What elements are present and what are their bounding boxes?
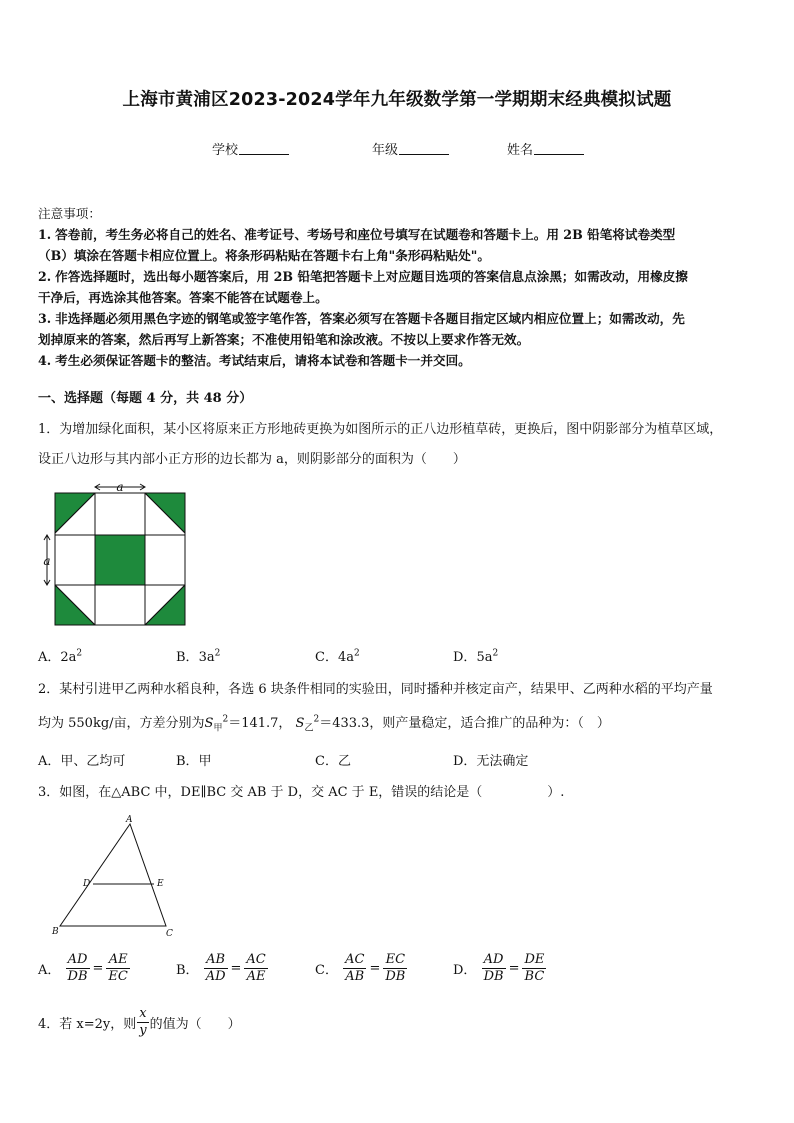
notes-block: [38, 203, 760, 371]
fraction: [343, 952, 366, 985]
notes-heading: 注意事项：: [38, 206, 101, 221]
label-c: C: [166, 929, 173, 939]
option-exp: 2: [214, 648, 221, 659]
label-a: A: [126, 815, 133, 825]
denominator: DB: [67, 969, 88, 984]
option-exp: 2: [353, 648, 360, 659]
fraction: [106, 952, 129, 985]
variance-exp: 2: [222, 714, 229, 725]
note-num: 1.: [38, 227, 52, 242]
q1-option-c[interactable]: [315, 646, 360, 665]
denominator: y: [139, 1023, 147, 1038]
variance-sub: 甲: [213, 723, 223, 734]
option-letter: C．: [315, 650, 338, 665]
denominator: DB: [385, 969, 406, 984]
variance-value: ＝433.3，则产量稳定，适合推广的品种为：（ ）: [319, 716, 610, 731]
option-base: 3a: [198, 650, 215, 665]
option-letter: D．: [453, 650, 477, 665]
q2-option-b[interactable]: B．甲: [176, 754, 212, 769]
q1-option-b[interactable]: [176, 646, 220, 665]
q3-option-c[interactable]: [315, 952, 408, 985]
equals-sign: =: [230, 961, 242, 976]
q3-option-b[interactable]: [176, 952, 269, 985]
section-1-heading: [38, 387, 252, 406]
note-text: 非选择题必须用黑色字迹的钢笔或签字笔作答，答案必须写在答题卡各题目指定区域内相应位置上；如需改动，先: [55, 311, 685, 326]
numerator: AC: [345, 952, 365, 967]
fraction: [204, 952, 228, 985]
q2-option-a[interactable]: A．甲、乙均可: [38, 754, 126, 769]
option-exp: 2: [492, 648, 499, 659]
fig-label-left: a: [43, 554, 51, 568]
grade-label: 年级: [372, 143, 399, 158]
note-text: 作答选择题时，选出每小题答案后，用 2B 铅笔把答题卡上对应题目选项的答案信息点涂黑；如需改动，用橡皮擦: [55, 269, 688, 284]
school-label: 学校: [212, 143, 239, 158]
q3-line-1: 3．如图，在△ABC 中，DE∥BC 交 AB 于 D，交 AC 于 E，错误的结论是（ ）.: [38, 785, 565, 800]
q3-option-a[interactable]: [38, 952, 131, 985]
q1-option-d[interactable]: [453, 646, 498, 665]
numerator: AD: [482, 952, 506, 969]
q4-text: 4．若 x=2y，则: [38, 1017, 137, 1032]
option-letter: D．: [453, 963, 477, 978]
option-letter: B．: [176, 650, 199, 665]
grade-blank[interactable]: [399, 142, 449, 155]
option-letter: A．: [38, 963, 61, 978]
triangle-abc: [60, 824, 166, 926]
numerator: AB: [204, 952, 228, 969]
note-num: 4.: [38, 353, 52, 368]
q2-option-d[interactable]: D．无法确定: [453, 754, 529, 769]
note-item-1: [38, 224, 760, 245]
name-field: [507, 139, 584, 158]
denominator: AE: [246, 969, 266, 984]
section-label: 一、选择题: [38, 391, 104, 406]
note-item-2: [38, 266, 760, 287]
variance-exp: 2: [313, 714, 320, 725]
q1-line-2: 设正八边形与其内部小正方形的边长都为 a，则阴影部分的面积为（ ）: [38, 452, 466, 467]
fraction: [482, 952, 506, 985]
option-base: 5a: [476, 650, 493, 665]
q2-text: 均为 550kg/亩，方差分别为: [38, 716, 205, 731]
variance-s: S: [204, 716, 214, 731]
denominator: AB: [345, 969, 365, 984]
variance-sub: 乙: [304, 723, 314, 734]
denominator: AD: [205, 969, 226, 984]
fraction: [383, 952, 407, 985]
center-square: [95, 535, 145, 585]
note-item-3-cont: 划掉原来的答案，然后再写上新答案；不准使用铅笔和涂改液。不按以上要求作答无效。: [38, 332, 530, 347]
q1-option-a[interactable]: [38, 646, 82, 665]
note-item-1-cont: （B）填涂在答题卡相应位置上。将条形码粘贴在答题卡右上角"条形码粘贴处"。: [38, 248, 490, 263]
numerator: AE: [106, 952, 129, 969]
note-item-3: [38, 308, 760, 329]
numerator: AD: [66, 952, 90, 969]
q1-line-1: 1．为增加绿化面积，某小区将原来正方形地砖更换为如图所示的正八边形植草砖，更换后，图中阴影部分为植草区域，: [38, 422, 723, 437]
note-text: 答卷前，考生务必将自己的姓名、准考证号、考场号和座位号填写在试题卷和答题卡上。用 2B 铅笔将试卷类型: [55, 227, 676, 242]
equals-sign: =: [508, 961, 520, 976]
numerator: AC: [246, 952, 266, 967]
note-num: 3.: [38, 311, 52, 326]
fig-label-top: a: [116, 480, 124, 494]
label-e: E: [157, 879, 164, 889]
denominator: DB: [483, 969, 504, 984]
numerator: DE: [524, 952, 545, 967]
option-exp: 2: [76, 648, 83, 659]
fraction: [244, 952, 267, 985]
denominator: BC: [524, 969, 545, 984]
q3-figure: [48, 812, 188, 940]
option-letter: B．: [176, 963, 199, 978]
fraction: [522, 952, 546, 985]
note-num: 2.: [38, 269, 52, 284]
school-blank[interactable]: [239, 142, 289, 155]
name-label: 姓名: [507, 143, 534, 158]
q1-figure: [38, 478, 198, 634]
section-note: （每题 4 分，共 48 分）: [103, 391, 253, 406]
equals-sign: =: [369, 961, 381, 976]
school-field: [212, 139, 289, 158]
numerator: x: [137, 1006, 148, 1023]
fraction-x-over-y: [137, 1006, 148, 1039]
q4-text: 的值为（ ）: [149, 1017, 241, 1032]
note-item-4: [38, 350, 760, 371]
q4-line: [38, 1006, 241, 1039]
variance-value: ＝141.7，: [228, 716, 292, 731]
label-d: D: [83, 879, 91, 889]
option-base: 4a: [337, 650, 354, 665]
note-item-2-cont: 干净后，再选涂其他答案。答案不能答在试题卷上。: [38, 290, 328, 305]
variance-s: S: [295, 716, 305, 731]
option-letter: C．: [315, 963, 338, 978]
option-letter: A．: [38, 650, 61, 665]
option-base: 2a: [60, 650, 77, 665]
q3-option-d[interactable]: [453, 952, 547, 985]
label-b: B: [52, 927, 59, 937]
q2-line-1: 2．某村引进甲乙两种水稻良种，各选 6 块条件相同的实验田，同时播种并核定亩产，结果甲、乙两种水稻的平均产量: [38, 682, 713, 697]
equals-sign: =: [92, 961, 104, 976]
numerator: EC: [383, 952, 407, 969]
q2-line-2: [38, 712, 610, 734]
name-blank[interactable]: [534, 142, 584, 155]
note-text: 考生必须保证答题卡的整洁。考试结束后，请将本试卷和答题卡一并交回。: [55, 353, 471, 368]
fraction: [66, 952, 90, 985]
grade-field: [372, 139, 449, 158]
page-title: 上海市黄浦区2023-2024学年九年级数学第一学期期末经典模拟试题: [122, 90, 672, 110]
q2-option-c[interactable]: C．乙: [315, 754, 351, 769]
denominator: EC: [108, 969, 128, 984]
